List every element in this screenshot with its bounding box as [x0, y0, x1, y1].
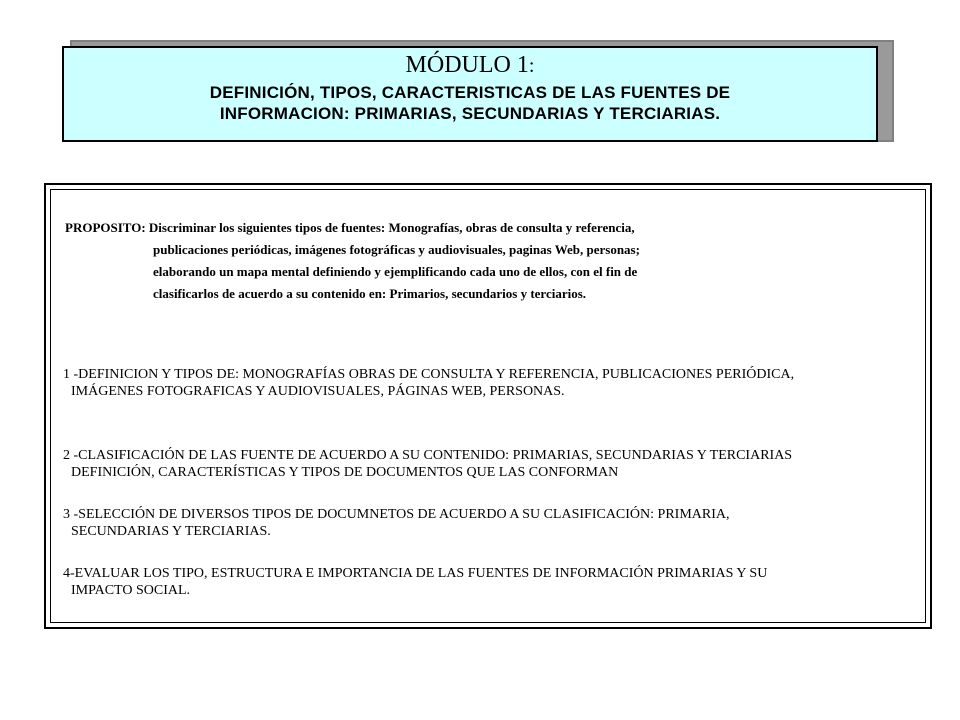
content-inner-frame	[50, 189, 926, 623]
list-item-line-2: SECUNDARIAS Y TERCIARIAS.	[71, 524, 271, 539]
purpose-line-1	[65, 220, 635, 235]
purpose-text-1: : Discriminar los siguientes tipos de fuentes: Monografías, obras de consulta y referencia,	[141, 220, 635, 235]
list-item-line-2: IMPACTO SOCIAL.	[71, 583, 191, 598]
list-item	[63, 366, 913, 400]
content-frame	[44, 183, 932, 629]
list-item-line-2: DEFINICIÓN, CARACTERÍSTICAS Y TIPOS DE DOCUMENTOS QUE LAS CONFORMAN	[71, 465, 619, 480]
list-item	[63, 565, 913, 599]
list-item-line-1: 1 -DEFINICION Y TIPOS DE: MONOGRAFÍAS OBRAS DE CONSULTA Y REFERENCIA, PUBLICACIONES PERIÓDICA,	[63, 367, 795, 382]
module-title	[64, 52, 876, 79]
module-subtitle	[64, 82, 876, 124]
purpose-paragraph	[65, 217, 885, 305]
purpose-line-4: clasificarlos de acuerdo a su contenido en: Primarios, secundarios y terciarios.	[153, 286, 587, 301]
list-item	[63, 506, 913, 540]
module-title-text: MÓDULO 1	[405, 52, 529, 78]
list-item-line-1: 4-EVALUAR LOS TIPO, ESTRUCTURA E IMPORTANCIA DE LAS FUENTES DE INFORMACIÓN PRIMARIAS Y SU	[63, 566, 768, 581]
module-title-colon: :	[528, 55, 535, 77]
list-item-line-1: 2 -CLASIFICACIÓN DE LAS FUENTE DE ACUERDO A SU CONTENIDO: PRIMARIAS, SECUNDARIAS Y TERCIARIAS	[63, 448, 793, 463]
purpose-label: PROPOSITO	[65, 220, 142, 235]
list-item-line-2: IMÁGENES FOTOGRAFICAS Y AUDIOVISUALES, PÁGINAS WEB, PERSONAS.	[71, 384, 565, 399]
module-subtitle-line-2: INFORMACION: PRIMARIAS, SECUNDARIAS Y TERCIARIAS.	[219, 104, 721, 123]
module-title-box	[62, 46, 878, 142]
purpose-line-3: elaborando un mapa mental definiendo y ejemplificando cada uno de ellos, con el fin de	[153, 264, 638, 279]
list-item-line-1: 3 -SELECCIÓN DE DIVERSOS TIPOS DE DOCUMNETOS DE ACUERDO A SU CLASIFICACIÓN: PRIMARIA,	[63, 507, 730, 522]
list-item	[63, 447, 913, 481]
purpose-line-2: publicaciones periódicas, imágenes fotográficas y audiovisuales, paginas Web, personas;	[153, 242, 640, 257]
module-subtitle-line-1: DEFINICIÓN, TIPOS, CARACTERISTICAS DE LAS FUENTES DE	[209, 83, 731, 102]
